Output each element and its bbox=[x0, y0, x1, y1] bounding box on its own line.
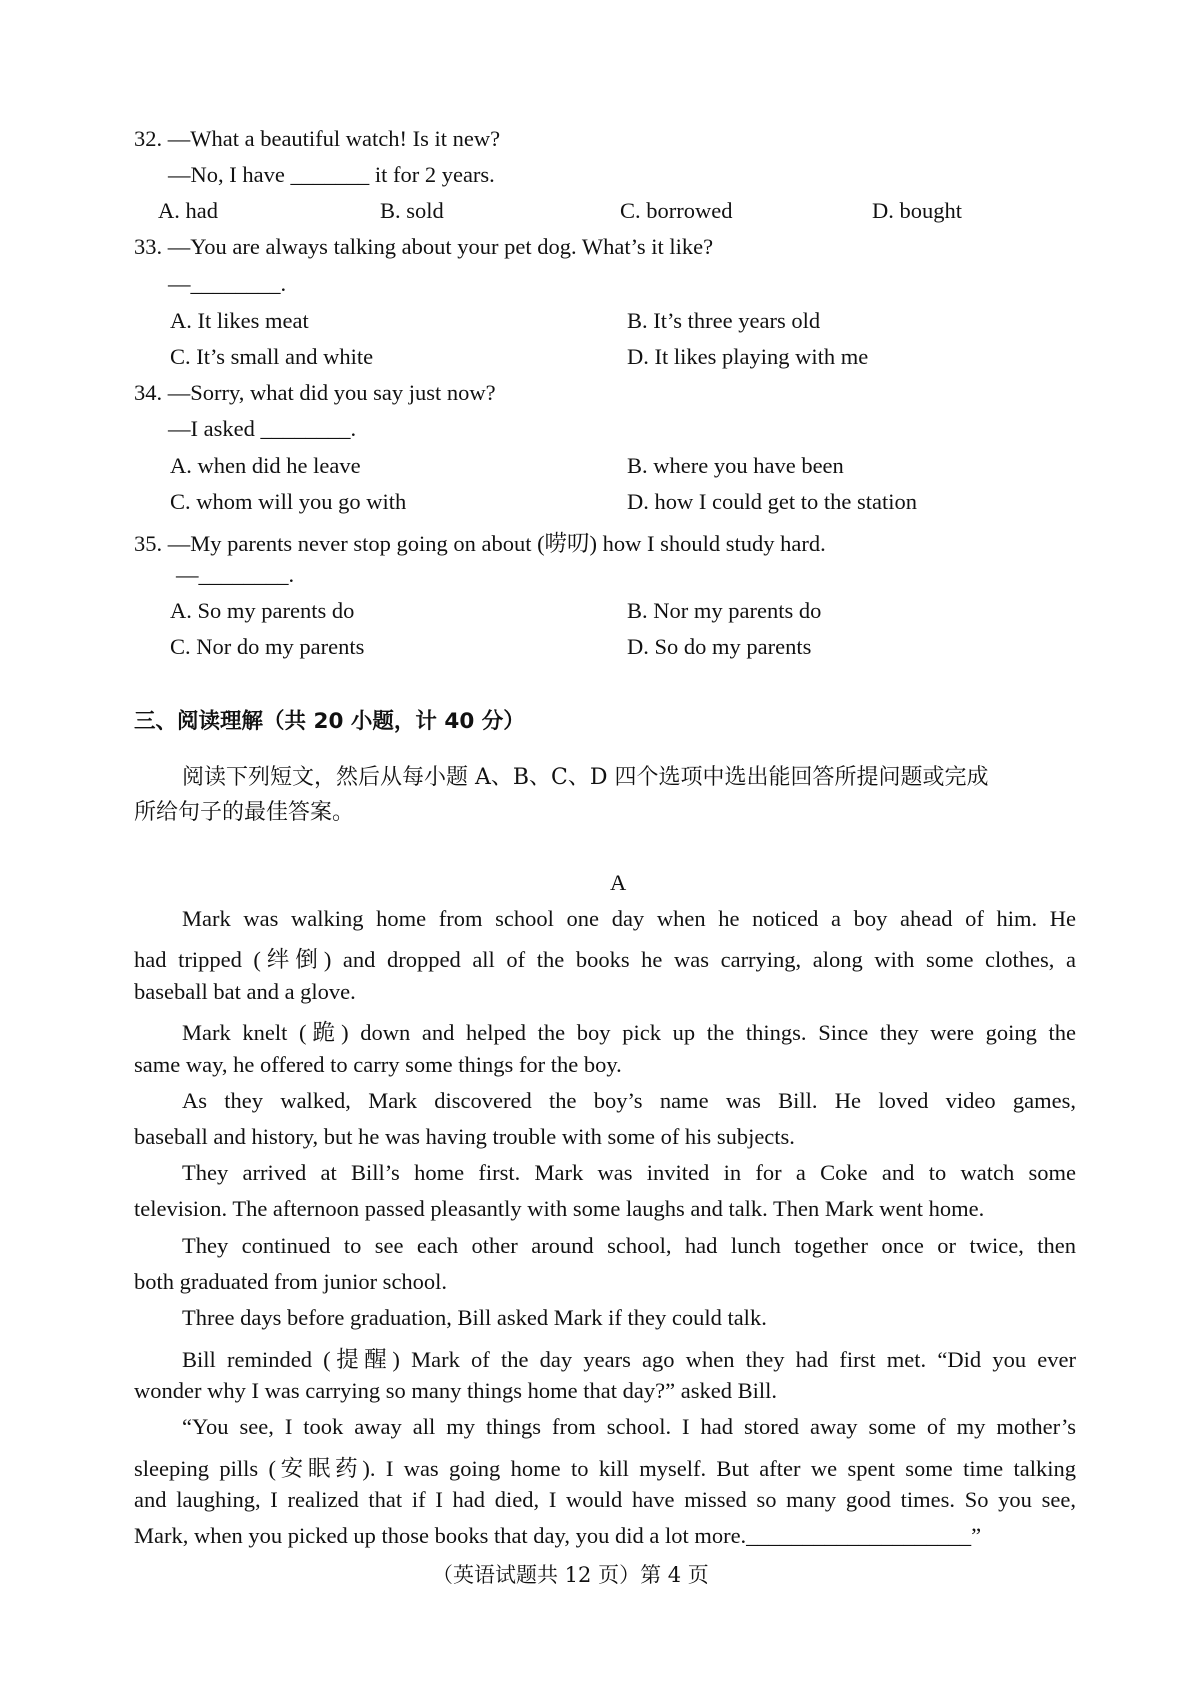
page-footer: （英语试题共 12 页）第 4 页 bbox=[432, 1563, 709, 1587]
option-34-a: A. when did he leave bbox=[170, 453, 361, 478]
option-33-c: C. It’s small and white bbox=[170, 344, 374, 369]
passage-line: both graduated from junior school. bbox=[134, 1269, 448, 1294]
passage-line: baseball and history, but he was having trouble with some of his subjects. bbox=[134, 1124, 795, 1149]
section-instruction-cont: 所给句子的最佳答案。 bbox=[134, 800, 355, 825]
passage-line: They continued to see each other around school, had lunch together once or twice, then bbox=[182, 1233, 1076, 1258]
question-35-stem: 35. —My parents never stop going on about (唠叨) how I should study hard. bbox=[134, 531, 826, 556]
question-32-reply: —No, I have _______ it for 2 years. bbox=[168, 162, 495, 187]
passage-line: wonder why I was carrying so many things home that day?” asked Bill. bbox=[134, 1378, 777, 1403]
section-heading: 三、阅读理解（共 20 小题，计 40 分） bbox=[134, 709, 525, 734]
passage-line: As they walked, Mark discovered the boy’s name was Bill. He loved video games, bbox=[182, 1088, 1076, 1113]
option-34-c: C. whom will you go with bbox=[170, 489, 407, 514]
option-35-d: D. So do my parents bbox=[627, 634, 812, 659]
option-32-c: C. borrowed bbox=[620, 198, 733, 223]
question-33-stem: 33. —You are always talking about your pet dog. What’s it like? bbox=[134, 234, 714, 259]
option-32-d: D. bought bbox=[872, 198, 962, 223]
option-34-d: D. how I could get to the station bbox=[627, 489, 917, 514]
option-34-b: B. where you have been bbox=[627, 453, 844, 478]
section-instruction: 阅读下列短文，然后从每小题 A、B、C、D 四个选项中选出能回答所提问题或完成 bbox=[182, 765, 989, 790]
question-32-stem: 32. —What a beautiful watch! Is it new? bbox=[134, 126, 501, 151]
passage-line: sleeping pills (安眠药). I was going home to kill myself. But after we spent some time talking bbox=[134, 1456, 1076, 1481]
passage-line: Mark knelt (跪) down and helped the boy pick up the things. Since they were going the bbox=[182, 1020, 1076, 1045]
question-34-stem: 34. —Sorry, what did you say just now? bbox=[134, 380, 496, 405]
question-33-reply: —________. bbox=[168, 271, 287, 296]
option-32-a: A. had bbox=[158, 198, 218, 223]
option-35-a: A. So my parents do bbox=[170, 598, 355, 623]
option-33-b: B. It’s three years old bbox=[627, 308, 821, 333]
question-34-reply: —I asked ________. bbox=[168, 416, 357, 441]
passage-line: had tripped (绊倒) and dropped all of the books he was carrying, along with some clothes, a bbox=[134, 947, 1076, 972]
passage-line: They arrived at Bill’s home first. Mark was invited in for a Coke and to watch some bbox=[182, 1160, 1076, 1185]
passage-line: “You see, I took away all my things from school. I had stored away some of my mother’s bbox=[182, 1414, 1076, 1439]
option-35-b: B. Nor my parents do bbox=[627, 598, 822, 623]
option-33-d: D. It likes playing with me bbox=[627, 344, 869, 369]
passage-line: Three days before graduation, Bill asked Mark if they could talk. bbox=[182, 1305, 767, 1330]
question-35-reply: —________. bbox=[176, 562, 295, 587]
passage-line: Bill reminded (提醒) Mark of the day years ago when they had first met. “Did you ever bbox=[182, 1347, 1076, 1372]
passage-line: same way, he offered to carry some things for the boy. bbox=[134, 1052, 622, 1077]
passage-title: A bbox=[610, 870, 627, 895]
passage-line: and laughing, I realized that if I had died, I would have missed so many good times. So you see, bbox=[134, 1487, 1076, 1512]
option-35-c: C. Nor do my parents bbox=[170, 634, 365, 659]
passage-line: Mark was walking home from school one day when he noticed a boy ahead of him. He bbox=[182, 906, 1076, 931]
passage-line: Mark, when you picked up those books that day, you did a lot more.____________________” bbox=[134, 1523, 982, 1548]
option-33-a: A. It likes meat bbox=[170, 308, 309, 333]
option-32-b: B. sold bbox=[380, 198, 444, 223]
passage-line: television. The afternoon passed pleasantly with some laughs and talk. Then Mark went home. bbox=[134, 1196, 985, 1221]
passage-line: baseball bat and a glove. bbox=[134, 979, 356, 1004]
